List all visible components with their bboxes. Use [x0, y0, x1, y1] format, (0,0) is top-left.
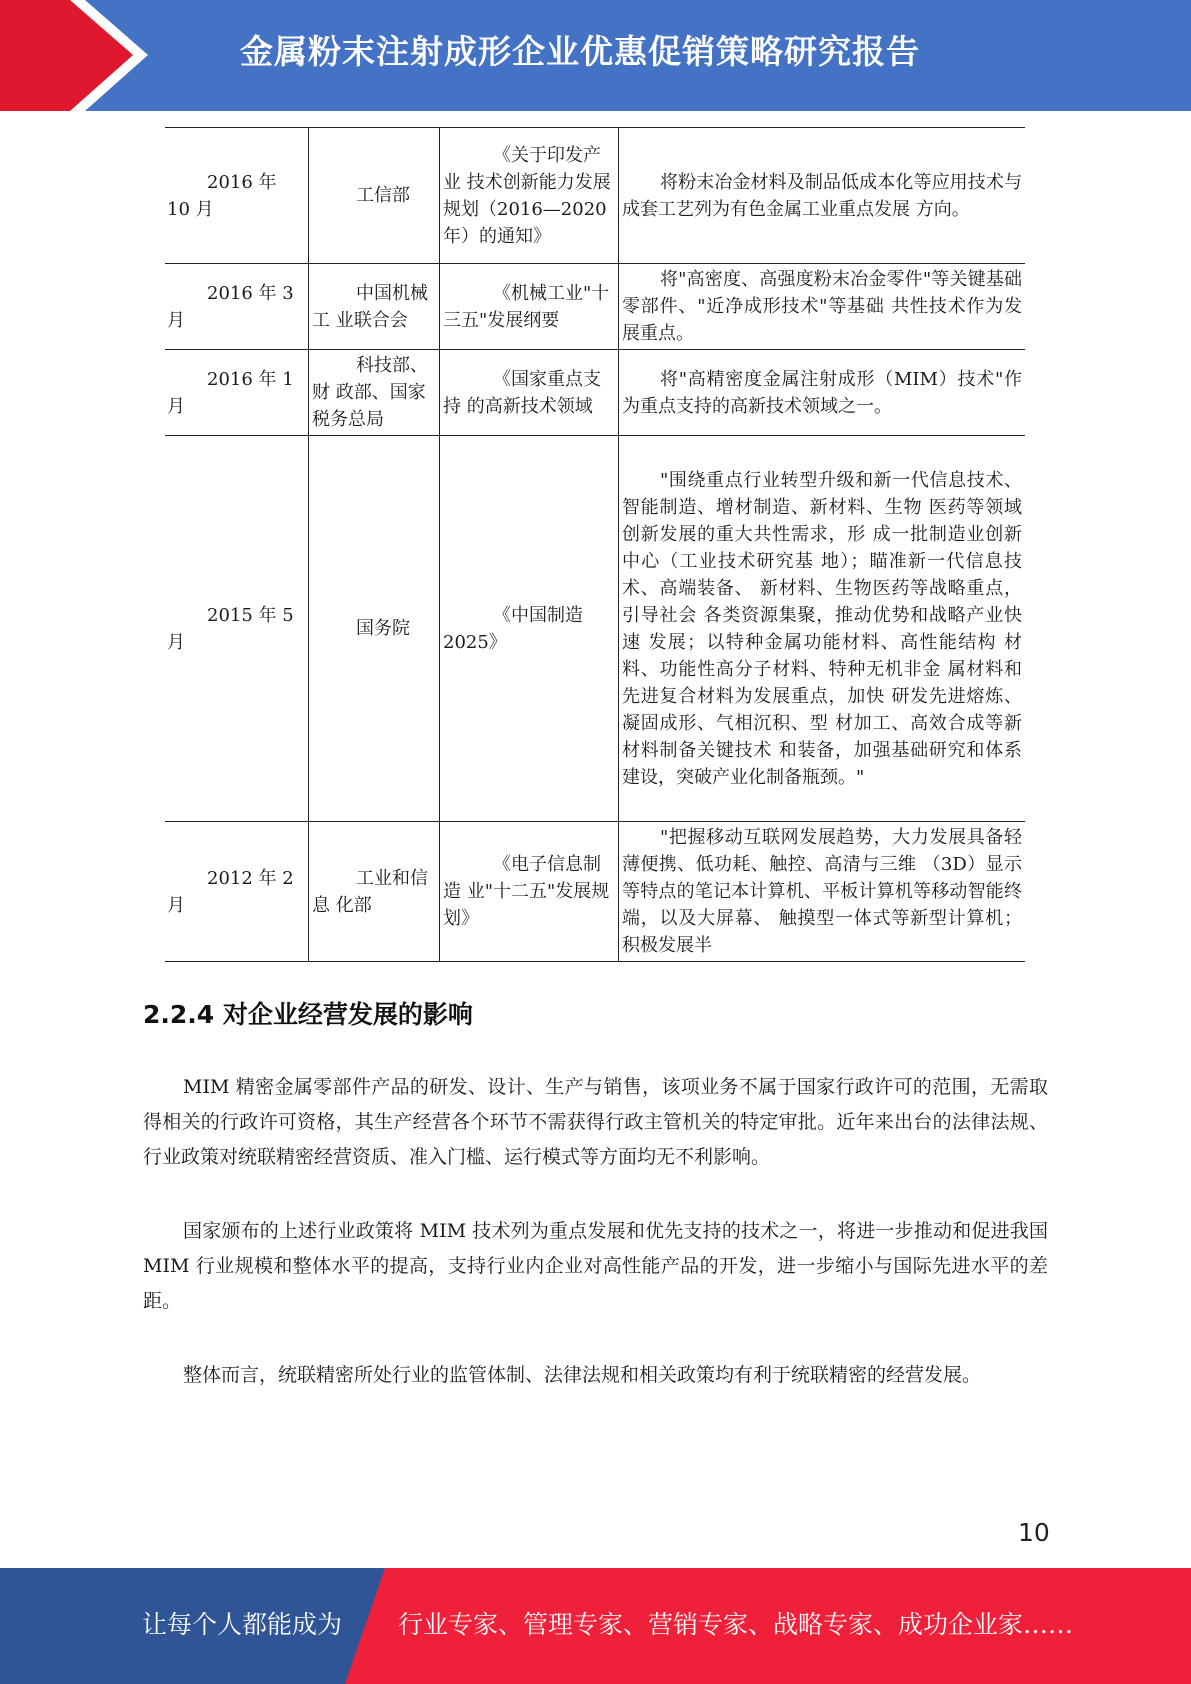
body-paragraph: 国家颁布的上述行业政策将 MIM 技术列为重点发展和优先支持的技术之一，将进一步推动和促进我国 MIM 行业规模和整体水平的提高，支持行业内企业对高性能产品的开发，进一步缩小与国际先进水平的差距。	[143, 1220, 1048, 1312]
table-row	[165, 128, 1025, 264]
policy-date: 2015 年 5 月	[165, 436, 309, 822]
page-header	[0, 0, 1191, 111]
policy-document: 《中国制造 2025》	[440, 436, 619, 822]
policy-description: 将"高密度、高强度粉末冶金零件"等关键基础零部件、"近净成形技术"等基础 共性技术作为发展重点。	[619, 264, 1026, 350]
policy-department: 工信部	[309, 128, 440, 264]
report-title: 金属粉末注射成形企业优惠促销策略研究报告	[240, 32, 920, 71]
policy-table	[165, 127, 1025, 962]
policy-document: 《关于印发产业 技术创新能力发展规划（2016—2020 年）的通知》	[440, 128, 619, 264]
table-row	[165, 264, 1025, 350]
footer-slogan-right: 行业专家、管理专家、营销专家、战略专家、成功企业家……	[398, 1610, 1074, 1639]
header-arrow-decoration	[0, 0, 150, 111]
policy-description: 将粉末冶金材料及制品低成本化等应用技术与成套工艺列为有色金属工业重点发展 方向。	[619, 128, 1026, 264]
table-row	[165, 350, 1025, 436]
policy-description: 将"高精密度金属注射成形（MIM）技术"作为重点支持的高新技术领域之一。	[619, 350, 1026, 436]
page-footer	[0, 1568, 1191, 1684]
table-row	[165, 436, 1025, 822]
policy-department: 国务院	[309, 436, 440, 822]
page-number: 10	[1018, 1518, 1050, 1547]
policy-date: 2012 年 2 月	[165, 822, 309, 962]
policy-document: 《国家重点支持 的高新技术领域	[440, 350, 619, 436]
policy-department: 科技部、财 政部、国家 税务总局	[309, 350, 440, 436]
policy-date: 2016 年 1 月	[165, 350, 309, 436]
policy-description: "围绕重点行业转型升级和新一代信息技术、智能制造、增材制造、新材料、生物 医药等领域创新发展的重大共性需求，形 成一批制造业创新中心（工业技术研究基 地）；瞄准新一代信息技术、高端装备、 新材料、生物医药等战略重点，引导社会 各类资源集聚，推动优势和战略产业快速 发展；以特种金属功能材料、高性能结构 材料、功能性高分子材料、特种无机非金 属材料和先进复合材料为发展重点，加快 研发先进熔炼、凝固成形、气相沉积、型 材加工、高效合成等新材料制备关键技术 和装备，加强基础研究和体系建设，突破产业化制备瓶颈。"	[619, 436, 1026, 822]
policy-document: 《电子信息制造 业"十二五"发展规划》	[440, 822, 619, 962]
footer-slogan-left: 让每个人都能成为	[142, 1610, 343, 1639]
section-heading: 2.2.4 对企业经营发展的影响	[143, 1000, 473, 1029]
policy-date: 2016 年 3 月	[165, 264, 309, 350]
policy-department: 工业和信息 化部	[309, 822, 440, 962]
policy-description: "把握移动互联网发展趋势，大力发展具备轻薄便携、低功耗、触控、高清与三维 （3D）显示等特点的笔记本计算机、平板计算机等移动智能终端，以及大屏幕、 触摸型一体式等新型计算机；积极发展半	[619, 822, 1026, 962]
body-paragraph: MIM 精密金属零部件产品的研发、设计、生产与销售，该项业务不属于国家行政许可的范围，无需取得相关的行政许可资格，其生产经营各个环节不需获得行政主管机关的特定审批。近年来出台的法律法规、行业政策对统联精密经营资质、准入门槛、运行模式等方面均无不利影响。	[143, 1076, 1048, 1168]
policy-document: 《机械工业"十 三五"发展纲要	[440, 264, 619, 350]
table-row	[165, 822, 1025, 962]
policy-department: 中国机械工 业联合会	[309, 264, 440, 350]
policy-date: 2016 年 10 月	[165, 128, 309, 264]
body-paragraph: 整体而言，统联精密所处行业的监管体制、法律法规和相关政策均有利于统联精密的经营发展。	[183, 1364, 982, 1386]
